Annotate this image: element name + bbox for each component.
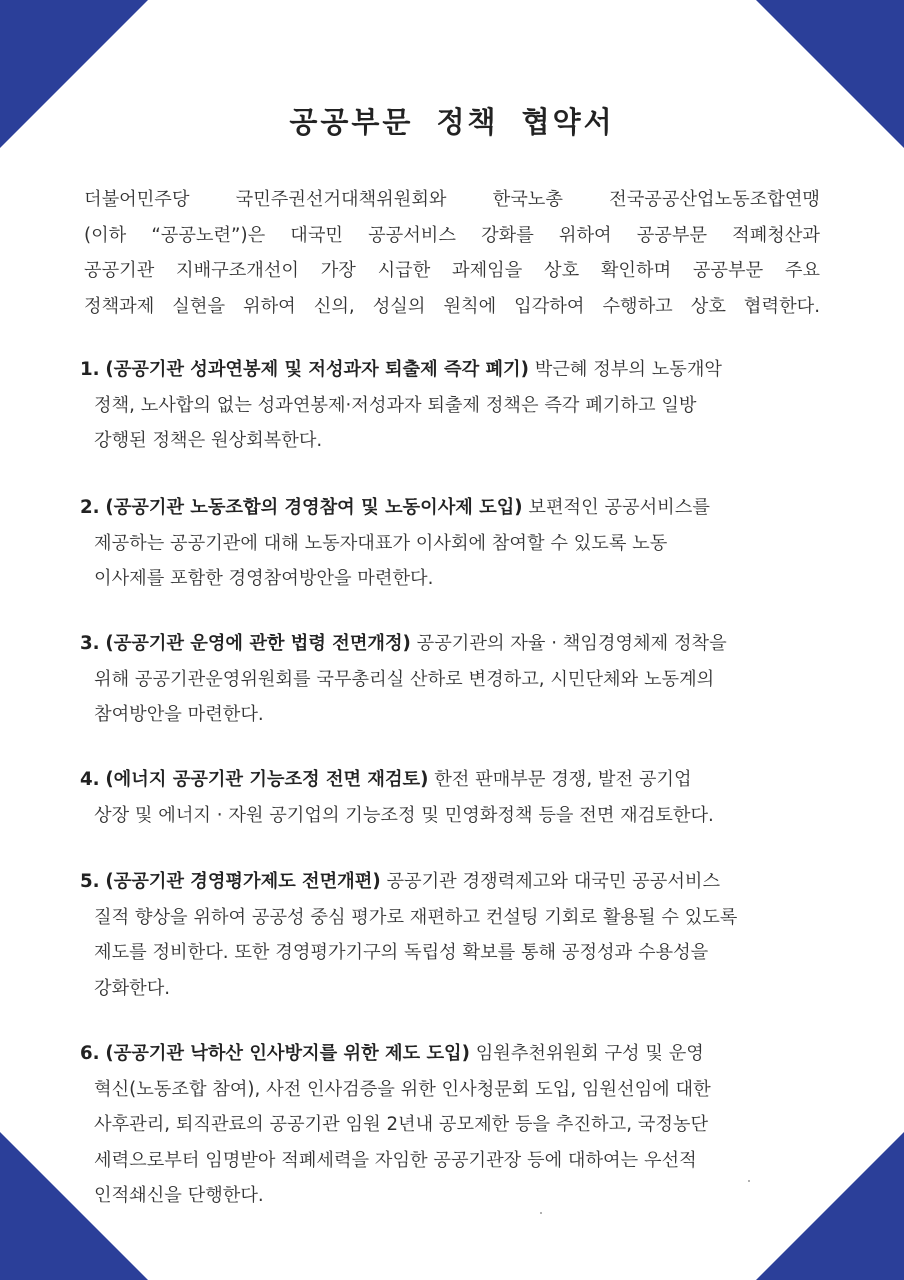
policy-item-first-line xyxy=(80,1036,820,1072)
policy-item-line: 질적 향상을 위하여 공공성 중심 평가로 재편하고 컨설팅 기회로 활용될 수 있도록 xyxy=(94,906,738,928)
policy-item-2 xyxy=(80,490,820,597)
policy-item-line: 참여방안을 마련한다. xyxy=(94,704,264,725)
policy-item-line: 사후관리, 퇴직관료의 공공기관 임원 2년내 공모제한 등을 추진하고, 국정농단 xyxy=(94,1114,709,1135)
policy-item-text: 보편적인 공공서비스를 xyxy=(528,497,710,518)
policy-item-line: 제도를 정비한다. 또한 경영평가기구의 독립성 확보를 통해 공정성과 수용성을 xyxy=(94,942,709,963)
policy-item-4 xyxy=(80,762,820,833)
policy-item-line: 세력으로부터 임명받아 적폐세력을 자임한 공공기관장 등에 대하여는 우선적 xyxy=(94,1149,697,1171)
page-title: 공공부문 정책 협약서 xyxy=(289,105,615,139)
intro-line: (이하 “공공노련”)은 대국민 공공서비스 강화를 위하여 공공부문 적폐청산과 xyxy=(84,224,820,246)
intro-line: 공공기관 지배구조개선이 가장 시급한 과제임을 상호 확인하며 공공부문 주요 xyxy=(84,260,820,281)
policy-item-first-line xyxy=(80,352,820,388)
policy-item-number: 2. xyxy=(80,497,100,518)
policy-item-5 xyxy=(80,864,820,1006)
policy-item-first-line xyxy=(80,490,820,526)
policy-item-text: 박근혜 정부의 노동개악 xyxy=(534,359,723,380)
policy-item-number: 6. xyxy=(80,1043,100,1064)
policy-item-line: 강행된 정책은 원상회복한다. xyxy=(94,430,323,451)
policy-item-line: 강화한다. xyxy=(94,977,171,999)
policy-item-first-line xyxy=(80,626,820,662)
policy-item-text: 공공기관 경쟁력제고와 대국민 공공서비스 xyxy=(386,871,721,892)
policy-item-heading: (공공기관 낙하산 인사방지를 위한 제도 도입) xyxy=(105,1043,470,1064)
policy-item-number: 3. xyxy=(80,633,100,654)
policy-item-line: 이사제를 포함한 경영참여방안을 마련한다. xyxy=(94,568,434,589)
intro-line: 정책과제 실현을 위하여 신의, 성실의 원칙에 입각하여 수행하고 상호 협력한다. xyxy=(84,295,820,317)
policy-item-text: 공공기관의 자율 · 책임경영체제 정착을 xyxy=(416,633,727,654)
policy-item-line: 위해 공공기관운영위원회를 국무총리실 산하로 변경하고, 시민단체와 노동계의 xyxy=(94,668,715,690)
policy-item-heading: (공공기관 노동조합의 경영참여 및 노동이사제 도입) xyxy=(105,497,523,518)
policy-item-heading: (에너지 공공기관 기능조정 전면 재검토) xyxy=(105,769,429,790)
policy-item-line: 정책, 노사합의 없는 성과연봉제·저성과자 퇴출제 정책은 즉각 폐기하고 일방 xyxy=(94,394,697,416)
policy-item-heading: (공공기관 운영에 관한 법령 전면개정) xyxy=(105,633,411,654)
policy-item-text: 한전 판매부문 경쟁, 발전 공기업 xyxy=(434,769,692,790)
policy-item-first-line xyxy=(80,762,820,798)
policy-item-number: 4. xyxy=(80,769,100,790)
policy-item-heading: (공공기관 경영평가제도 전면개편) xyxy=(105,871,381,892)
policy-item-line: 제공하는 공공기관에 대해 노동자대표가 이사회에 참여할 수 있도록 노동 xyxy=(94,532,668,554)
policy-item-line: 인적쇄신을 단행한다. xyxy=(94,1185,264,1206)
paper-speck xyxy=(540,1212,542,1214)
policy-item-6 xyxy=(80,1036,820,1214)
policy-item-number: 5. xyxy=(80,871,100,892)
policy-item-1 xyxy=(80,352,820,459)
policy-item-line: 상장 및 에너지 · 자원 공기업의 기능조정 및 민영화정책 등을 전면 재검토한다. xyxy=(94,804,714,826)
policy-item-number: 1. xyxy=(80,359,100,380)
policy-item-line: 혁신(노동조합 참여), 사전 인사검증을 위한 인사청문회 도입, 임원선임에 대한 xyxy=(94,1078,711,1100)
policy-item-3 xyxy=(80,626,820,733)
paper-speck xyxy=(748,1180,750,1182)
policy-item-heading: (공공기관 성과연봉제 및 저성과자 퇴출제 즉각 폐기) xyxy=(105,359,529,380)
policy-item-first-line xyxy=(80,864,820,900)
intro-paragraph xyxy=(84,182,820,324)
policy-item-text: 임원추천위원회 구성 및 운영 xyxy=(475,1043,704,1064)
intro-line: 더불어민주당 국민주권선거대책위원회와 한국노총 전국공공산업노동조합연맹 xyxy=(84,189,820,210)
